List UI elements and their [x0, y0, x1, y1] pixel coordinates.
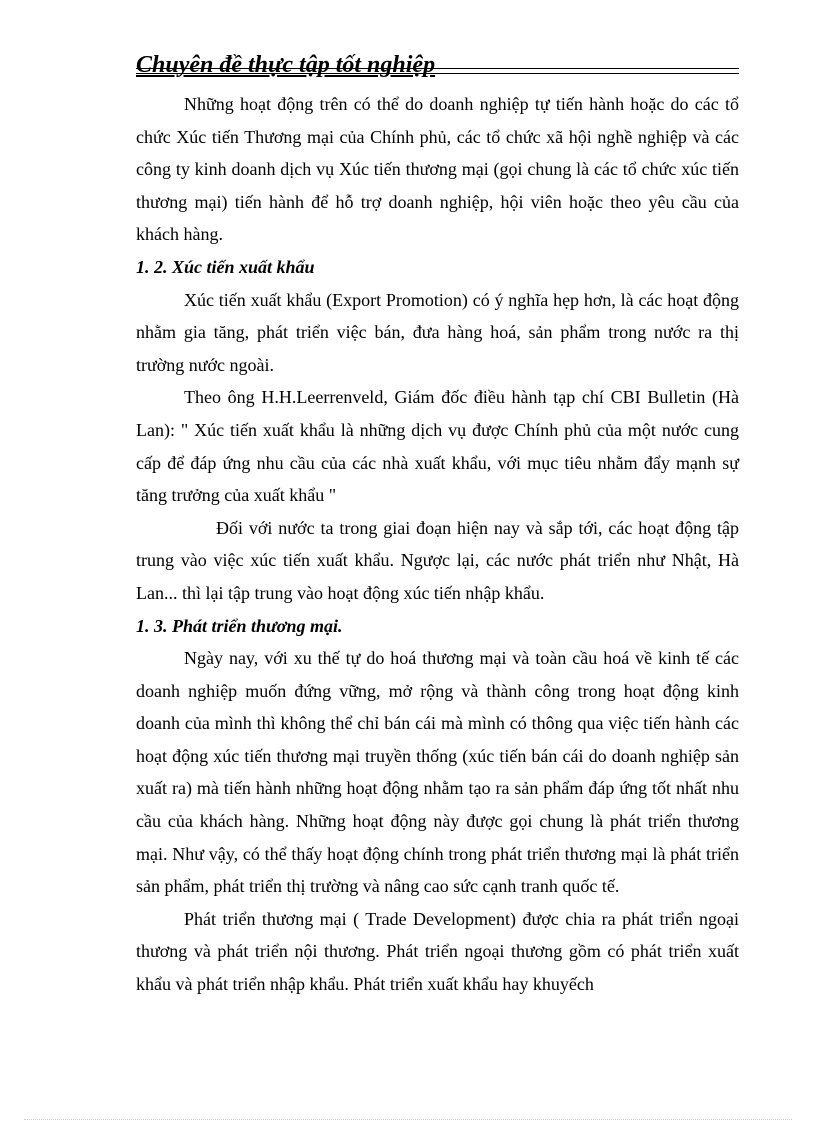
footer-divider: [24, 1119, 792, 1120]
paragraph-export-promotion: Xúc tiến xuất khẩu (Export Promotion) có ý nghĩa hẹp hơn, là các hoạt động nhằm gia tăng, phát triển việc bán, đưa hàng hoá, sản phẩm trong nước ra thị trường nước ngoài.: [136, 289, 739, 375]
paragraph-trade-development-types: Phát triển thương mại ( Trade Development) được chia ra phát triển ngoại thương và phát triển nội thương. Phát triển ngoại thương gồm có phát triển xuất khẩu và phát triển nhập khẩu. Phát triển xuất khẩu hay khuyếch: [136, 908, 739, 995]
page-header: [136, 50, 739, 80]
header-rule-top: [136, 68, 739, 69]
paragraph-trade-development: Ngày nay, với xu thế tự do hoá thương mại và toàn cầu hoá về kinh tế các doanh nghiệp muốn đứng vững, mở rộng và thành công trong hoạt động kinh doanh của mình thì không thể chỉ bán cái mà mình có thông qua việc tiến hành các hoạt động xúc tiến thương mại truyền thống (xúc tiến bán cái do doanh nghiệp sản xuất ra) mà tiến hành những hoạt động nhằm tạo ra sản phẩm đáp ứng tốt nhất nhu cầu của khách hàng. Những hoạt động này được gọi chung là phát triển thương mại. Như vậy, có thể thấy hoạt động chính trong phát triển thương mại là phát triển sản phẩm, phát triển thị trường và nâng cao sức cạnh tranh quốc tế.: [136, 648, 739, 897]
section-heading-1-3: 1. 3. Phát triển thương mại.: [136, 615, 343, 636]
section-heading-1-2: 1. 2. Xúc tiến xuất khẩu: [136, 256, 315, 277]
paragraph-intro: Những hoạt động trên có thể do doanh nghiệp tự tiến hành hoặc do các tổ chức Xúc tiến Thương mại của Chính phủ, các tổ chức xã hội nghề nghiệp và các công ty kinh doanh dịch vụ Xúc tiến thương mại (gọi chung là các tổ chức xúc tiến thương mại) tiến hành để hỗ trợ doanh nghiệp, hội viên hoặc theo yêu cầu của khách hàng.: [136, 94, 739, 245]
document-body: [136, 88, 739, 1001]
header-rule-bottom: [136, 73, 739, 74]
page-title: Chuyên đề thực tập tốt nghiệp: [136, 52, 436, 78]
paragraph-vietnam-focus: Đối với nước ta trong giai đoạn hiện nay và sắp tới, các hoạt động tập trung vào việc xúc tiến xuất khẩu. Ngược lại, các nước phát triển như Nhật, Hà Lan... thì lại tập trung vào hoạt động xúc tiến nhập khẩu.: [136, 517, 739, 603]
paragraph-quote: Theo ông H.H.Leerrenveld, Giám đốc điều hành tạp chí CBI Bulletin (Hà Lan): " Xúc tiến xuất khẩu là những dịch vụ được Chính phủ của một nước cung cấp để đáp ứng nhu cầu của các nhà xuất khẩu, với mục tiêu nhằm đẩy mạnh sự tăng trưởng của xuất khẩu ": [136, 387, 739, 506]
